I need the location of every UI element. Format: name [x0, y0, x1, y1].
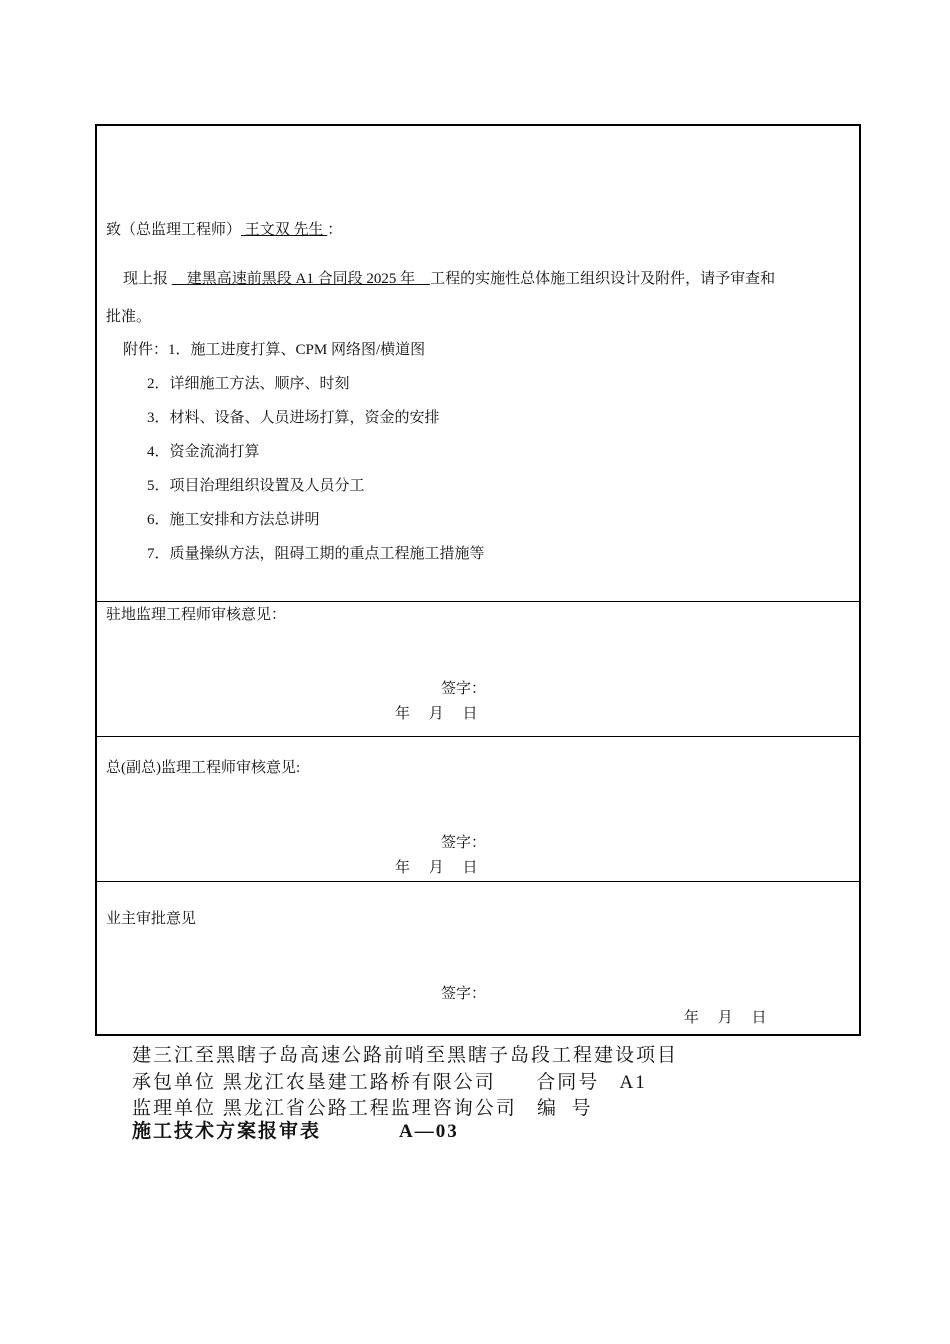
- resident-review-section: [97, 602, 859, 737]
- addressee-name: 王文双 先生: [241, 222, 328, 238]
- addressee-prefix: 致（总监理工程师）: [106, 222, 242, 238]
- footer-project: 建三江至黑瞎子岛高速公路前哨至黑瞎子岛段工程建设项目: [132, 1045, 679, 1066]
- chief-review-title: 总(副总)监理工程师审核意见:: [106, 760, 301, 776]
- signature-label: 签字：: [441, 681, 487, 697]
- attachment-item: 5．项目治理组织设置及人员分工: [147, 478, 365, 494]
- footer-supervisor: 监理单位 黑龙江省公路工程监理咨询公司 编 号: [132, 1098, 593, 1119]
- footer-form-title: [132, 1116, 459, 1143]
- report-line-2: 批准。: [106, 309, 152, 325]
- owner-review-title: 业主审批意见: [106, 911, 197, 927]
- date-label: 年 月 日: [395, 860, 478, 876]
- signature-label: 签字：: [441, 986, 487, 1002]
- attachment-item: 7．质量操纵方法，阻碍工期的重点工程施工措施等: [147, 546, 485, 562]
- signature-label: 签字：: [441, 835, 487, 851]
- date-label: 年 月 日: [684, 1010, 767, 1026]
- attachment-item: 6．施工安排和方法总讲明: [147, 512, 320, 528]
- resident-review-title: 驻地监理工程师审核意见：: [106, 607, 287, 623]
- memo-section: [97, 126, 859, 602]
- attachment-item: 2．详细施工方法、顺序、时刻: [147, 376, 350, 392]
- report-prefix: 现上报: [123, 271, 169, 287]
- form-title: 施工技术方案报审表: [132, 1121, 322, 1142]
- chief-review-section: [97, 737, 859, 882]
- report-suffix: 工程的实施性总体施工组织设计及附件，请予审查和: [430, 271, 776, 287]
- addressee-line: [106, 220, 342, 240]
- footer-contractor: 承包单位 黑龙江农垦建工路桥有限公司 合同号 A1: [132, 1072, 647, 1093]
- report-line: [123, 269, 775, 289]
- report-project: 建黑高速前黑段 A1 合同段 2025 年: [171, 271, 431, 287]
- attachment-item: 4．资金流淌打算: [147, 444, 260, 460]
- attachments-label: 附件：: [123, 342, 169, 358]
- date-label: 年 月 日: [395, 706, 478, 722]
- review-form: [95, 124, 861, 1036]
- form-code: A—03: [399, 1121, 459, 1142]
- addressee-suffix: ：: [327, 222, 343, 238]
- attachment-item: 3．材料、设备、人员进场打算，资金的安排: [147, 410, 440, 426]
- attachment-item: 附件：1．施工进度打算、CPM 网络图/横道图: [123, 342, 426, 358]
- owner-review-section: [97, 882, 859, 1034]
